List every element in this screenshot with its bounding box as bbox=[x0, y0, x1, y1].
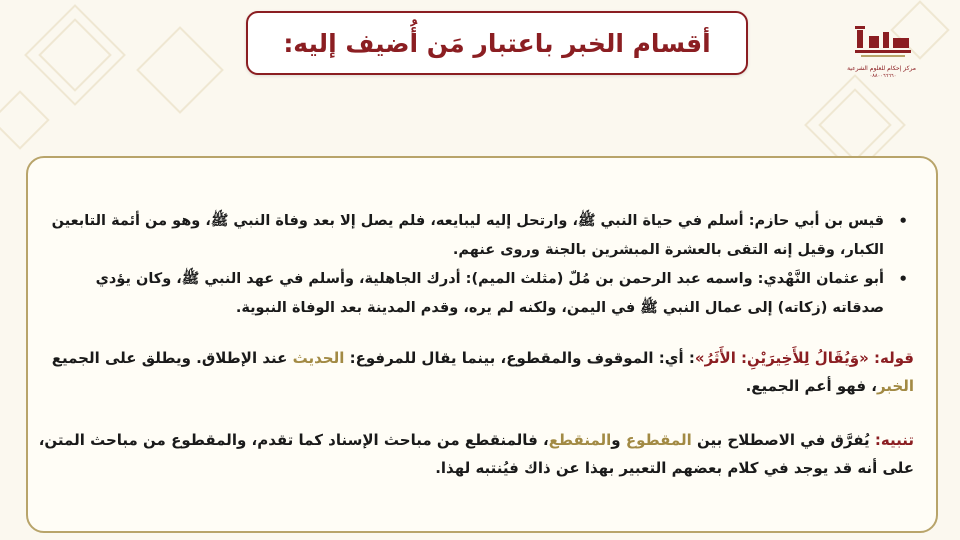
term-maqtu: المقطوع bbox=[625, 431, 692, 449]
logo-number: ٠٨٨٠٠٦٦٦٦٠ bbox=[869, 73, 897, 79]
bullet-text: أبو عثمان النَّهْدي: واسمه عبد الرحمن بن مُلّ (مثلث الميم): أدرك الجاهلية، وأسلم في عهد النبي ﷺ، وكان يؤدي صدقاته (زكاته) إلى عمال النبي ﷺ في اليمن، ولكنه لم يره، وقدم المدينة بعد الوفاة النبوية. bbox=[95, 271, 884, 316]
bullet-icon: • bbox=[898, 212, 908, 230]
note-text: ، فهو أعم الجميع. bbox=[745, 377, 877, 395]
logo bbox=[847, 24, 916, 79]
bullet-text: قيس بن أبي حازم: أسلم في حياة النبي ﷺ، وارتحل إليه ليبايعه، فلم يصل إلا بعد وفاة النبي ﷺ، وهو من أئمة التابعين الكبار، وقيل إنه التقى بالعشرة المبشرين بالجنة وروى عنهم. bbox=[51, 213, 884, 258]
list-item bbox=[50, 207, 910, 265]
note-text: يُفرَّق في الاصطلاح بين bbox=[691, 431, 875, 449]
bullet-icon: • bbox=[898, 270, 908, 288]
note-text: عند الإطلاق. ويطلق على الجميع bbox=[51, 349, 293, 367]
note-tanbih bbox=[34, 426, 914, 482]
term-munqati: المنقطع bbox=[548, 431, 612, 449]
title-box bbox=[246, 11, 748, 75]
note-qawluhu bbox=[34, 344, 914, 400]
list-item bbox=[50, 265, 910, 323]
note-text: ، فالمنقطع من مباحث الإسناد كما تقدم، والمقطوع من مباحث المتن، على أنه قد يوجد في كلام بعضهم التعبير بهذا عن ذاك فيُنتبه لهذا. bbox=[38, 431, 914, 477]
note-text: و bbox=[611, 431, 626, 449]
term-khabar: الخبر bbox=[876, 377, 914, 395]
content-box bbox=[26, 156, 938, 533]
note-text: : أي: الموقوف والمقطوع، بينما يقال للمرفوع: bbox=[344, 349, 695, 367]
ihkam-logo-icon bbox=[851, 24, 915, 64]
note-label: قوله: bbox=[874, 349, 914, 367]
note-quote: «وَيُقَالُ لِلأَخِيرَيْنِ: الأَثَرُ» bbox=[694, 349, 869, 367]
note-label: تنبيه: bbox=[874, 431, 914, 449]
term-hadith: الحديث bbox=[292, 349, 345, 367]
bullet-list bbox=[50, 207, 910, 323]
logo-subtitle: مركز إحكام للعلوم الشرعية bbox=[847, 65, 916, 72]
page-title: أقسام الخبر باعتبار مَن أُضيف إليه: bbox=[283, 28, 711, 58]
